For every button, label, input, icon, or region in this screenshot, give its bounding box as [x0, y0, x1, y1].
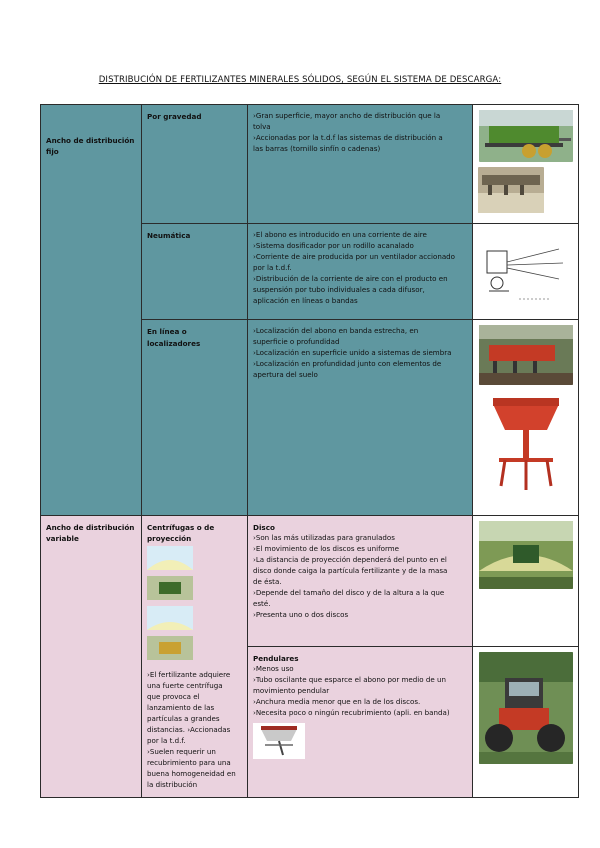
- centrifugas-line-4: lanzamiento de las: [147, 703, 215, 713]
- centrifugas-line-8: ›Suelen requerir un: [147, 747, 216, 757]
- neumatica-line-5: ›Distribución de la corriente de aire con el producto en: [253, 273, 448, 283]
- linea-label-cell: [142, 320, 248, 516]
- category-variable-line-1: Ancho de distribución: [46, 523, 135, 532]
- pendular-spreader-image: [253, 723, 305, 759]
- page-title: DISTRIBUCIÓN DE FERTILIZANTES MINERALES SÓLIDOS, SEGÚN EL SISTEMA DE DESCARGA:: [98, 75, 502, 85]
- centrifugal-tractor-image-2: [147, 636, 193, 660]
- centrifugal-spread-image-1: [147, 546, 193, 570]
- neumatica-line-4: por la t.d.f.: [253, 262, 292, 272]
- disco-line-4: disco donde caiga la partícula fertilizante y de la masa: [253, 566, 448, 576]
- linea-label: En línea o localizadores: [147, 327, 201, 348]
- disco-line-2: ›El movimiento de los discos es uniforme: [253, 544, 400, 554]
- centrifugas-line-3: que provoca el: [147, 692, 200, 702]
- gravedad-line-1: ›Gran superficie, mayor ancho de distribución que la: [253, 111, 441, 120]
- disco-line-7: esté.: [253, 599, 271, 609]
- linea-line-2: superficie o profundidad: [253, 336, 340, 346]
- centrifugas-line-7: por la t.d.f.: [147, 736, 186, 746]
- centrifugas-line-5: partículas a grandes: [147, 714, 220, 724]
- pendulares-images-cell: [473, 647, 579, 798]
- linea-desc-cell: [248, 320, 473, 516]
- gravity-spreader-trailer-image: [479, 110, 573, 162]
- gravedad-label: Por gravedad: [147, 112, 202, 121]
- linea-line-5: apertura del suelo: [253, 369, 318, 379]
- centrifugas-line-9: recubrimiento para una: [147, 758, 231, 768]
- disc-spreader-image: [479, 521, 573, 589]
- row-localizer-machine-image: [479, 325, 573, 385]
- gravedad-label-cell: [142, 105, 248, 224]
- disco-images-cell: [473, 516, 579, 647]
- disco-label: Disco: [253, 523, 275, 532]
- pendulares-label: Pendulares: [253, 654, 299, 664]
- category-fixed-line-2: fijo: [46, 147, 59, 157]
- gravedad-line-2: tolva: [253, 121, 271, 131]
- fertilizer-table: [40, 104, 579, 798]
- pendulares-line-5: ›Necesita poco o ningún recubrimiento (apli. en banda): [253, 708, 450, 718]
- pneumatic-diagram-image: [479, 229, 573, 309]
- pendulares-line-1: ›Menos uso: [253, 664, 294, 674]
- centrifugal-tractor-image-1: [147, 576, 193, 600]
- centrifugas-label-line-2: proyección: [147, 534, 192, 544]
- neumatica-line-1: ›El abono es introducido en una corriente de aire: [253, 230, 427, 239]
- disco-line-5: de ésta.: [253, 577, 282, 587]
- neumatica-label: Neumática: [147, 231, 191, 240]
- disco-desc-cell: [248, 516, 473, 647]
- centrifugas-cell: [142, 516, 248, 798]
- centrifugal-spread-image-2: [147, 606, 193, 630]
- centrifugas-line-10: buena homogeneidad en: [147, 769, 236, 779]
- neumatica-line-3: ›Corriente de aire producida por un ventilador accionado: [253, 251, 456, 261]
- disco-line-1: ›Son las más utilizadas para granulados: [253, 533, 395, 543]
- neumatica-line-6: suspensión por tubo individuales a cada difusor,: [253, 284, 425, 294]
- pendular-tractor-image: [479, 652, 573, 764]
- category-variable-line-2: variable: [46, 534, 79, 544]
- pendulares-line-3: movimiento pendular: [253, 686, 330, 696]
- centrifugas-line-6: distancias. ›Accionadas: [147, 725, 231, 735]
- disco-line-8: ›Presenta uno o dos discos: [253, 610, 349, 620]
- linea-images-cell: [473, 320, 579, 516]
- centrifugas-label-line-1: Centrífugas o de: [147, 523, 215, 532]
- pendulares-line-2: ›Tubo oscilante que esparce el abono por medio de un: [253, 675, 446, 685]
- linea-line-3: ›Localización en superficie unido a sistemas de siembra: [253, 347, 452, 357]
- category-fixed-cell: [41, 105, 142, 516]
- gravedad-line-4: las barras (tornillo sinfín o cadenas): [253, 143, 381, 153]
- pendulares-desc-cell: [248, 647, 473, 798]
- neumatica-images-cell: [473, 224, 579, 320]
- pendulares-line-4: ›Anchura media menor que en la de los discos.: [253, 697, 421, 707]
- localizer-hopper-image: [479, 390, 573, 500]
- category-fixed-line-1: Ancho de distribución: [46, 136, 135, 145]
- disco-line-6: ›Depende del tamaño del disco y de la altura a la que: [253, 588, 445, 598]
- disco-line-3: ›La distancia de proyección dependerá del punto en el: [253, 555, 447, 565]
- gravedad-images-cell: [473, 105, 579, 224]
- centrifugas-line-1: ›El fertilizante adquiere: [147, 670, 231, 680]
- gravity-distribution-closeup-image: [478, 167, 544, 213]
- gravedad-desc-cell: [248, 105, 473, 224]
- neumatica-line-7: aplicación en líneas o bandas: [253, 295, 358, 305]
- centrifugas-line-2: una fuerte centrífuga: [147, 681, 223, 691]
- neumatica-line-2: ›Sistema dosificador por un rodillo acanalado: [253, 240, 414, 250]
- category-variable-cell: [41, 516, 142, 798]
- linea-line-4: ›Localización en profundidad junto con elementos de: [253, 358, 442, 368]
- linea-line-1: ›Localización del abono en banda estrecha, en: [253, 326, 419, 335]
- gravedad-line-3: ›Accionadas por la t.d.f las sistemas de distribución a: [253, 132, 443, 142]
- centrifugas-line-11: la distribución: [147, 780, 198, 790]
- neumatica-desc-cell: [248, 224, 473, 320]
- neumatica-label-cell: [142, 224, 248, 320]
